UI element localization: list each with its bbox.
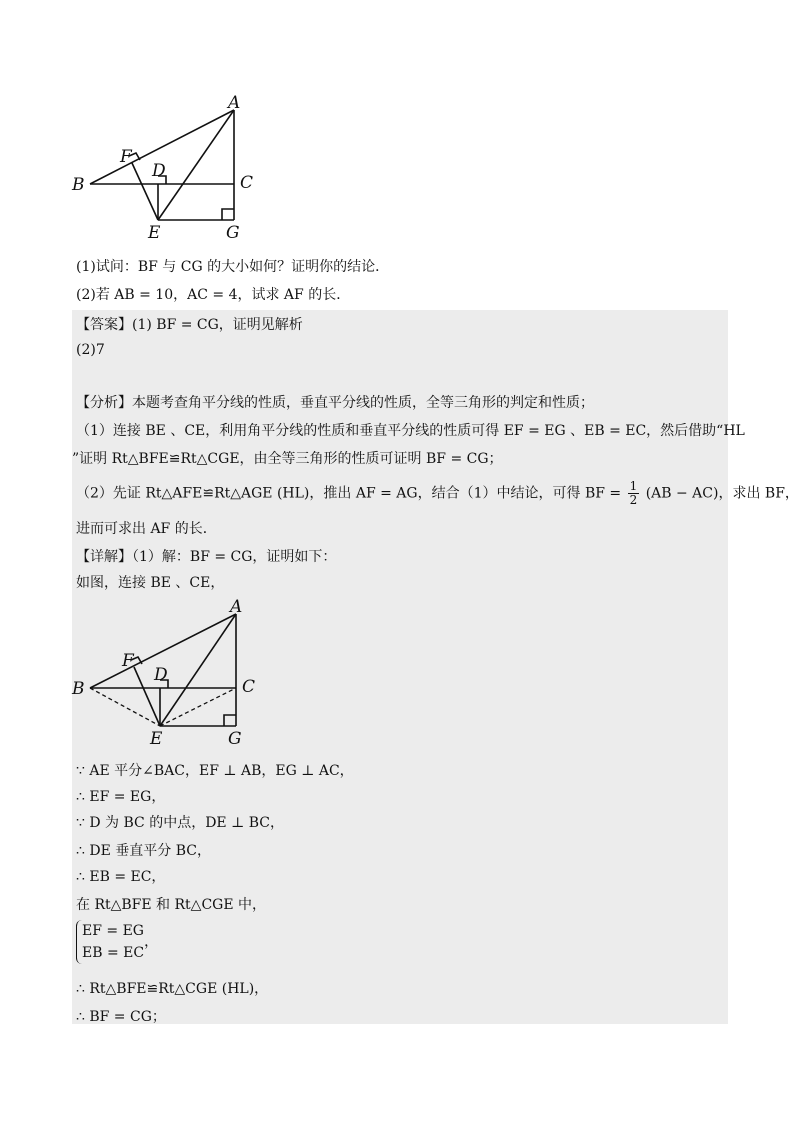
detail-step-1: ∵ AE 平分∠BAC，EF ⊥ AB，EG ⊥ AC， — [76, 763, 354, 779]
label-G-2: G — [228, 729, 242, 748]
detail-connect: 如图，连接 BE 、CE， — [76, 575, 225, 591]
label-C-2: C — [242, 677, 256, 697]
label-F-2: F — [122, 651, 134, 671]
label-E-2: E — [150, 729, 163, 748]
detail-step-5: ∴ EB = EC， — [76, 869, 166, 885]
system-comma: ， — [144, 934, 159, 950]
question-1: (1)试问：BF 与 CG 的大小如何？证明你的结论． — [76, 259, 390, 275]
analysis-p2a — [76, 480, 799, 507]
label-G: G — [226, 223, 240, 242]
analysis-p1b: ”证明 Rt△BFE≌Rt△CGE，由全等三角形的性质可证明 BF = CG； — [72, 451, 503, 467]
detail-step-7: ∴ Rt△BFE≌Rt△CGE (HL)， — [76, 981, 269, 997]
answer-line-2: (2)7 — [76, 342, 105, 358]
detail-step-3: ∵ D 为 BC 的中点，DE ⊥ BC， — [76, 815, 284, 831]
analysis-intro: 【分析】本题考查角平分线的性质，垂直平分线的性质，全等三角形的判定和性质； — [76, 395, 594, 411]
label-A: A — [228, 93, 241, 113]
detail-step-8: ∴ BF = CG； — [76, 1009, 166, 1025]
label-D-2: D — [154, 665, 168, 685]
label-B: B — [72, 175, 85, 195]
answer-line-1: 【答案】(1) BF = CG，证明见解析 — [76, 317, 303, 333]
geometry-figure-1 — [60, 92, 280, 242]
detail-step-2: ∴ EF = EG， — [76, 789, 166, 805]
label-B-2: B — [72, 679, 85, 699]
detail-step-4: ∴ DE 垂直平分 BC， — [76, 843, 211, 859]
analysis-p2a-post: (AB − AC)，求出 BF， — [645, 485, 799, 502]
system-eq-2: EB = EC — [82, 945, 145, 961]
label-E: E — [148, 223, 161, 242]
question-2: (2)若 AB = 10，AC = 4，试求 AF 的长． — [76, 287, 351, 303]
analysis-p2b: 进而可求出 AF 的长． — [76, 521, 217, 537]
label-D: D — [152, 161, 166, 181]
label-F: F — [120, 147, 132, 167]
equation-system — [76, 920, 158, 964]
label-C: C — [240, 173, 254, 193]
detail-step-6: 在 Rt△BFE 和 Rt△CGE 中， — [76, 897, 267, 913]
fraction-denominator: 2 — [629, 493, 638, 507]
geometry-figure-2 — [60, 596, 280, 748]
detail-head: 【详解】（1）解：BF = CG，证明如下： — [76, 549, 337, 565]
fraction-one-half — [628, 480, 640, 507]
label-A-2: A — [230, 597, 243, 617]
analysis-p1a: （1）连接 BE 、CE，利用角平分线的性质和垂直平分线的性质可得 EF = EG 、EB = EC，然后借助“HL — [76, 423, 745, 439]
system-brace — [76, 920, 144, 964]
fraction-numerator: 1 — [629, 479, 638, 493]
system-eq-1: EF = EG — [82, 923, 144, 939]
analysis-p2a-pre: （2）先证 Rt△AFE≌Rt△AGE (HL)，推出 AF = AG，结合（1）中结论，可得 BF = — [76, 485, 622, 502]
